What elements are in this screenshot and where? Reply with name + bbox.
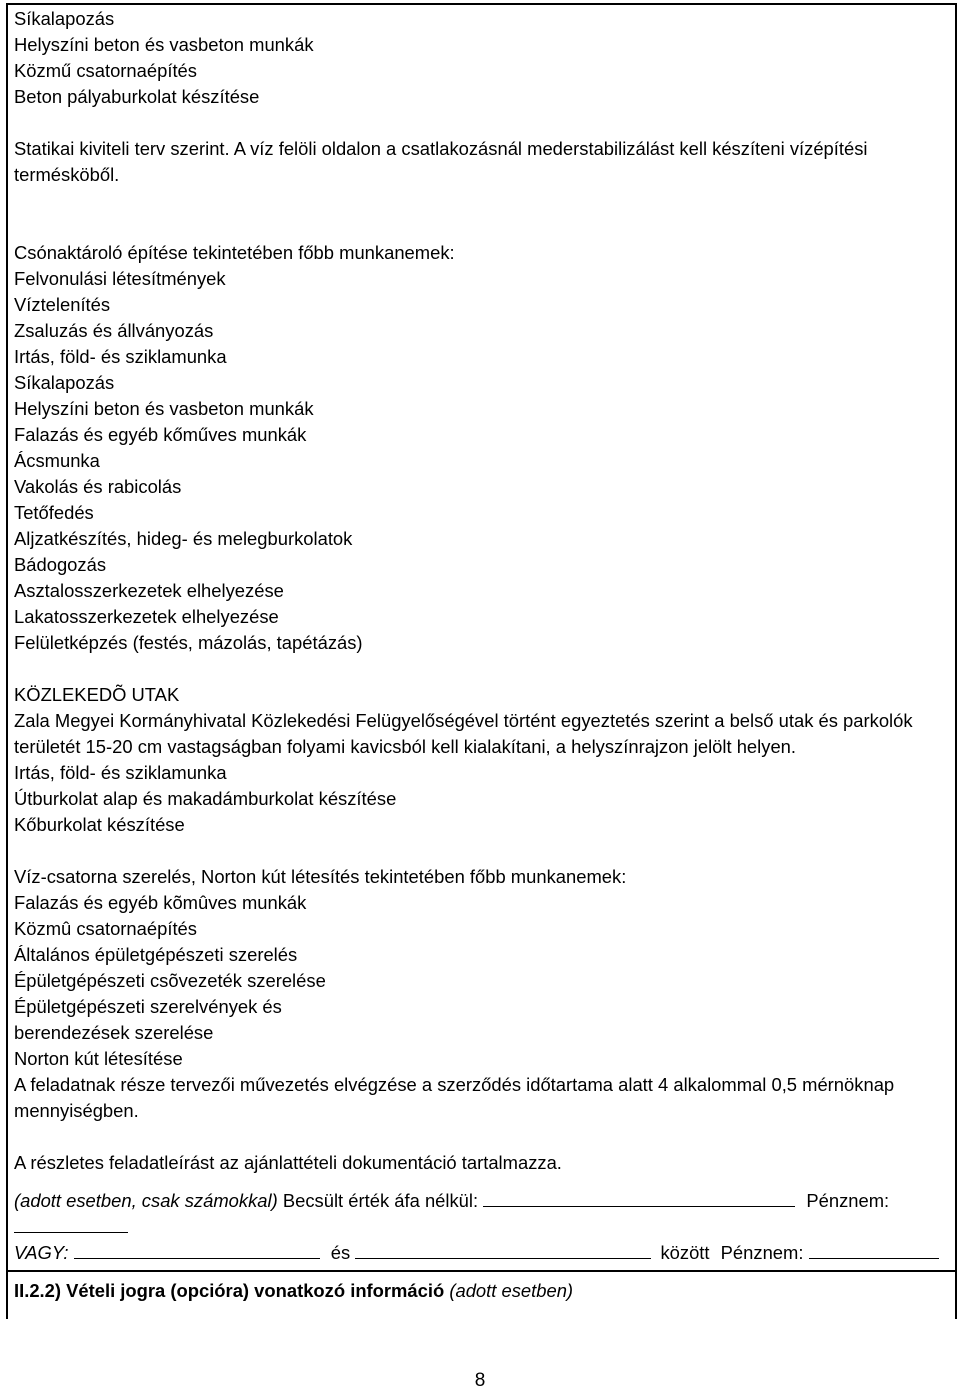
list-item: Felületképzés (festés, mázolás, tapétázás)	[14, 632, 363, 653]
list-item: Vakolás és rabicolás	[14, 476, 182, 497]
document-body	[14, 6, 944, 1304]
list-item: Tetőfedés	[14, 502, 94, 523]
boathouse-list	[14, 266, 944, 656]
list-item: Épületgépészeti szerelvények és	[14, 996, 282, 1017]
list-item: Norton kút létesítése	[14, 1048, 183, 1069]
option-rights-title: II.2.2) Vételi jogra (opcióra) vonatkozó információ	[14, 1280, 445, 1301]
estimated-value-field[interactable]	[483, 1188, 795, 1207]
list-item: Útburkolat alap és makadámburkolat készítése	[14, 788, 397, 809]
page-number: 8	[474, 1370, 486, 1391]
list-item: Helyszíni beton és vasbeton munkák	[14, 398, 314, 419]
list-item: Épületgépészeti csõvezeték szerelése	[14, 970, 326, 991]
utilities-list	[14, 890, 944, 1072]
roads-list	[14, 760, 944, 838]
range-to-field[interactable]	[355, 1240, 651, 1259]
list-item: Falazás és egyéb kőműves munkák	[14, 424, 307, 445]
option-rights-heading	[14, 1278, 944, 1304]
list-item: Víztelenítés	[14, 294, 111, 315]
list-item: Bádogozás	[14, 554, 107, 575]
design-supervision-paragraph: A feladatnak része tervezői művezetés elvégzése a szerződés időtartama alatt 4 alkalommal 0,5 mérnöknap mennyiségben.	[14, 1074, 895, 1121]
list-item: Irtás, föld- és sziklamunka	[14, 762, 227, 783]
currency-label: Pénznem:	[806, 1190, 890, 1211]
list-item: Kőburkolat készítése	[14, 814, 185, 835]
currency-field-2[interactable]	[809, 1240, 939, 1259]
list-item: Zsaluzás és állványozás	[14, 320, 214, 341]
list-item: Lakatosszerkezetek elhelyezése	[14, 606, 279, 627]
boathouse-heading: Csónaktároló építése tekintetében főbb munkanemek:	[14, 242, 455, 263]
range-row	[14, 1240, 944, 1266]
list-item: Közmű csatornaépítés	[14, 60, 197, 81]
option-rights-qualifier: (adott esetben)	[449, 1280, 574, 1301]
list-item: Helyszíni beton és vasbeton munkák	[14, 34, 314, 55]
utilities-heading: Víz-csatorna szerelés, Norton kút létesítés tekintetében főbb munkanemek:	[14, 866, 627, 887]
currency-label-2: Pénznem:	[720, 1242, 804, 1263]
list-item: Irtás, föld- és sziklamunka	[14, 346, 227, 367]
list-item: Beton pályaburkolat készítése	[14, 86, 260, 107]
list-item: Közmû csatornaépítés	[14, 918, 197, 939]
or-label: VAGY:	[14, 1242, 69, 1263]
estimated-value-row	[14, 1188, 944, 1214]
list-item: Falazás és egyéb kõmûves munkák	[14, 892, 307, 913]
estimated-value-qualifier: (adott esetben, csak számokkal)	[14, 1190, 278, 1211]
list-item: Síkalapozás	[14, 372, 115, 393]
between-label: között	[660, 1242, 710, 1263]
list-item: Ácsmunka	[14, 450, 100, 471]
roads-heading: KÖZLEKEDÕ UTAK	[14, 684, 180, 705]
list-item: berendezések szerelése	[14, 1022, 214, 1043]
section1-list	[14, 6, 944, 110]
currency-field[interactable]	[14, 1214, 128, 1233]
details-note: A részletes feladatleírást az ajánlattételi dokumentáció tartalmazza.	[14, 1152, 562, 1173]
list-item: Asztalosszerkezetek elhelyezése	[14, 580, 284, 601]
list-item: Síkalapozás	[14, 8, 115, 29]
estimated-value-label: Becsült érték áfa nélkül:	[282, 1190, 479, 1211]
range-from-field[interactable]	[74, 1240, 320, 1259]
and-label: és	[330, 1242, 351, 1263]
roads-paragraph: Zala Megyei Kormányhivatal Közlekedési Felügyelőségével történt egyeztetés szerint a belső utak és parkolók területét 15-20 cm vastagságban folyami kavicsból kell kialakítani, a helyszínrajzon jelölt helyen.	[14, 710, 913, 757]
currency-field-row	[14, 1214, 944, 1240]
statics-note: Statikai kiviteli terv szerint. A víz felöli oldalon a csatlakozásnál mederstabilizálást kell készíteni vízépítési termésköből.	[14, 138, 868, 185]
list-item: Felvonulási létesítmények	[14, 268, 226, 289]
list-item: Általános épületgépészeti szerelés	[14, 944, 298, 965]
list-item: Aljzatkészítés, hideg- és melegburkolatok	[14, 528, 353, 549]
